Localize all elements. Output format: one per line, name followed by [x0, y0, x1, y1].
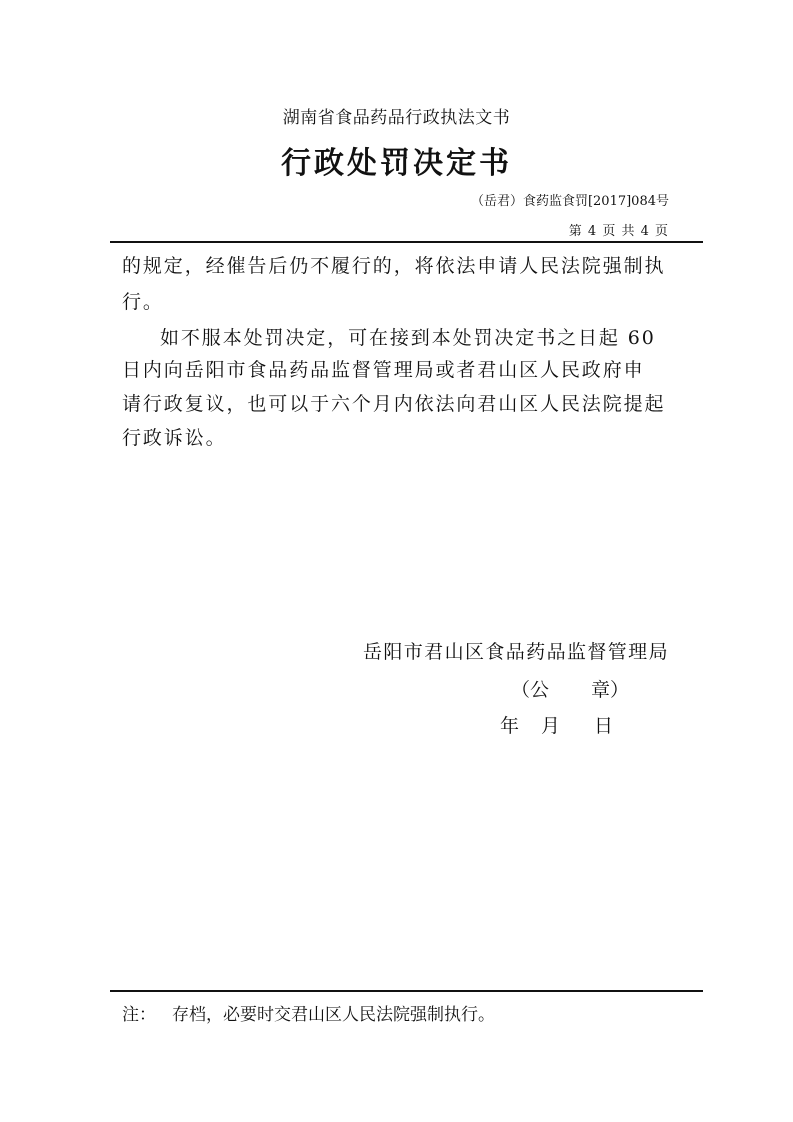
document-issuer: 湖南省食品药品行政执法文书 [282, 108, 511, 128]
seal-open-text: （公 [511, 679, 550, 701]
body-line-6: 行政诉讼。 [122, 427, 227, 449]
date-year: 年 [500, 715, 520, 737]
signature-date [500, 711, 613, 738]
footer-divider [110, 990, 703, 992]
note-text: 存档，必要时交君山区人民法院强制执行。 [172, 1005, 495, 1025]
page-indicator: 第 4 页 共 4 页 [568, 224, 669, 239]
body-line-3: 如不服本处罚决定，可在接到本处罚决定书之日起 60 [160, 327, 656, 349]
note-label: 注： [122, 1005, 156, 1025]
header-divider [110, 241, 703, 243]
signing-authority: 岳阳市君山区食品药品监督管理局 [362, 641, 669, 663]
body-line-1: 的规定，经催告后仍不履行的，将依法申请人民法院强制执 [122, 255, 666, 277]
body-line-2: 行。 [122, 291, 164, 313]
body-line-5: 请行政复议，也可以于六个月内依法向君山区人民法院提起 [122, 393, 666, 415]
seal-placeholder [511, 675, 629, 702]
date-day: 日 [594, 715, 614, 737]
footer-note [122, 1000, 495, 1025]
seal-close-text: 章） [591, 679, 630, 701]
document-number: （岳君）食药监食罚[2017]084号 [470, 194, 669, 209]
document-title: 行政处罚决定书 [281, 146, 512, 181]
body-line-4: 日内向岳阳市食品药品监督管理局或者君山区人民政府申 [122, 359, 645, 381]
date-month: 月 [541, 715, 561, 737]
